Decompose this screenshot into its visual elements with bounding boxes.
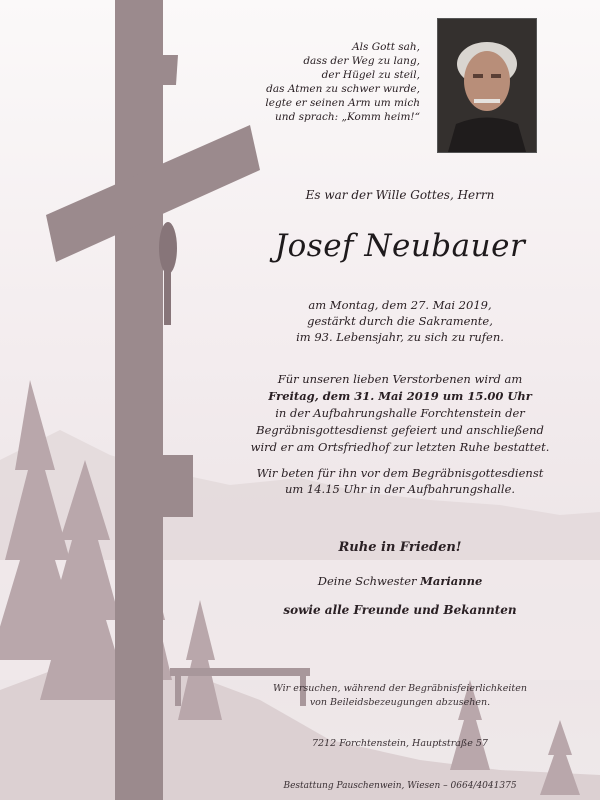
sister-prefix: Deine Schwester (317, 574, 417, 588)
service-line: Begräbnisgottesdienst gefeiert und anschließend (256, 423, 544, 437)
death-line: am Montag, dem 27. Mai 2019, (308, 298, 492, 312)
poem-line: Als Gott sah, (352, 41, 420, 53)
poem-line: und sprach: „Komm heim!“ (275, 111, 420, 123)
funeral-service-info (215, 371, 585, 456)
request-line: von Beileidsbezeugungen abzusehen. (309, 697, 491, 708)
poem-line: der Hügel zu steil, (321, 69, 420, 81)
rest-in-peace: Ruhe in Frieden! (338, 540, 462, 555)
death-notice (215, 297, 585, 345)
family-address: 7212 Forchtenstein, Hauptstraße 57 (312, 738, 488, 749)
service-date-bold: Freitag, dem 31. Mai 2019 um 15.00 Uhr (268, 389, 532, 403)
prayer-line: um 14.15 Uhr in der Aufbahrungshalle. (284, 482, 516, 496)
death-line: gestärkt durch die Sakramente, (307, 314, 493, 328)
mourner-sister (215, 574, 585, 588)
death-line: im 93. Lebensjahr, zu sich zu rufen. (296, 330, 504, 344)
service-date (215, 388, 585, 405)
prayer-line: Wir beten für ihn vor dem Begräbnisgottesdienst (256, 466, 544, 480)
funeral-home-footer: Bestattung Pauschenwein, Wiesen – 0664/4041375 (283, 781, 517, 791)
deceased-name: Josef Neubauer (274, 228, 526, 264)
intro-text: Es war der Wille Gottes, Herrn (305, 188, 495, 202)
service-line: in der Aufbahrungshalle Forchtenstein der (275, 406, 525, 420)
sister-name: Marianne (420, 574, 483, 588)
service-line: Für unseren lieben Verstorbenen wird am (277, 372, 523, 386)
request-line: Wir ersuchen, während der Begräbnisfeierlichkeiten (273, 683, 527, 694)
poem-line: legte er seinen Arm um mich (265, 97, 420, 109)
poem-line: dass der Weg zu lang, (303, 55, 420, 67)
condolence-request (215, 682, 585, 710)
prayer-info (215, 465, 585, 497)
poem (220, 40, 420, 124)
poem-line: das Atmen zu schwer wurde, (266, 83, 420, 95)
service-line: wird er am Ortsfriedhof zur letzten Ruhe bestattet. (250, 440, 550, 454)
mourner-friends: sowie alle Freunde und Bekannten (283, 603, 517, 617)
portrait-photo (437, 18, 537, 153)
